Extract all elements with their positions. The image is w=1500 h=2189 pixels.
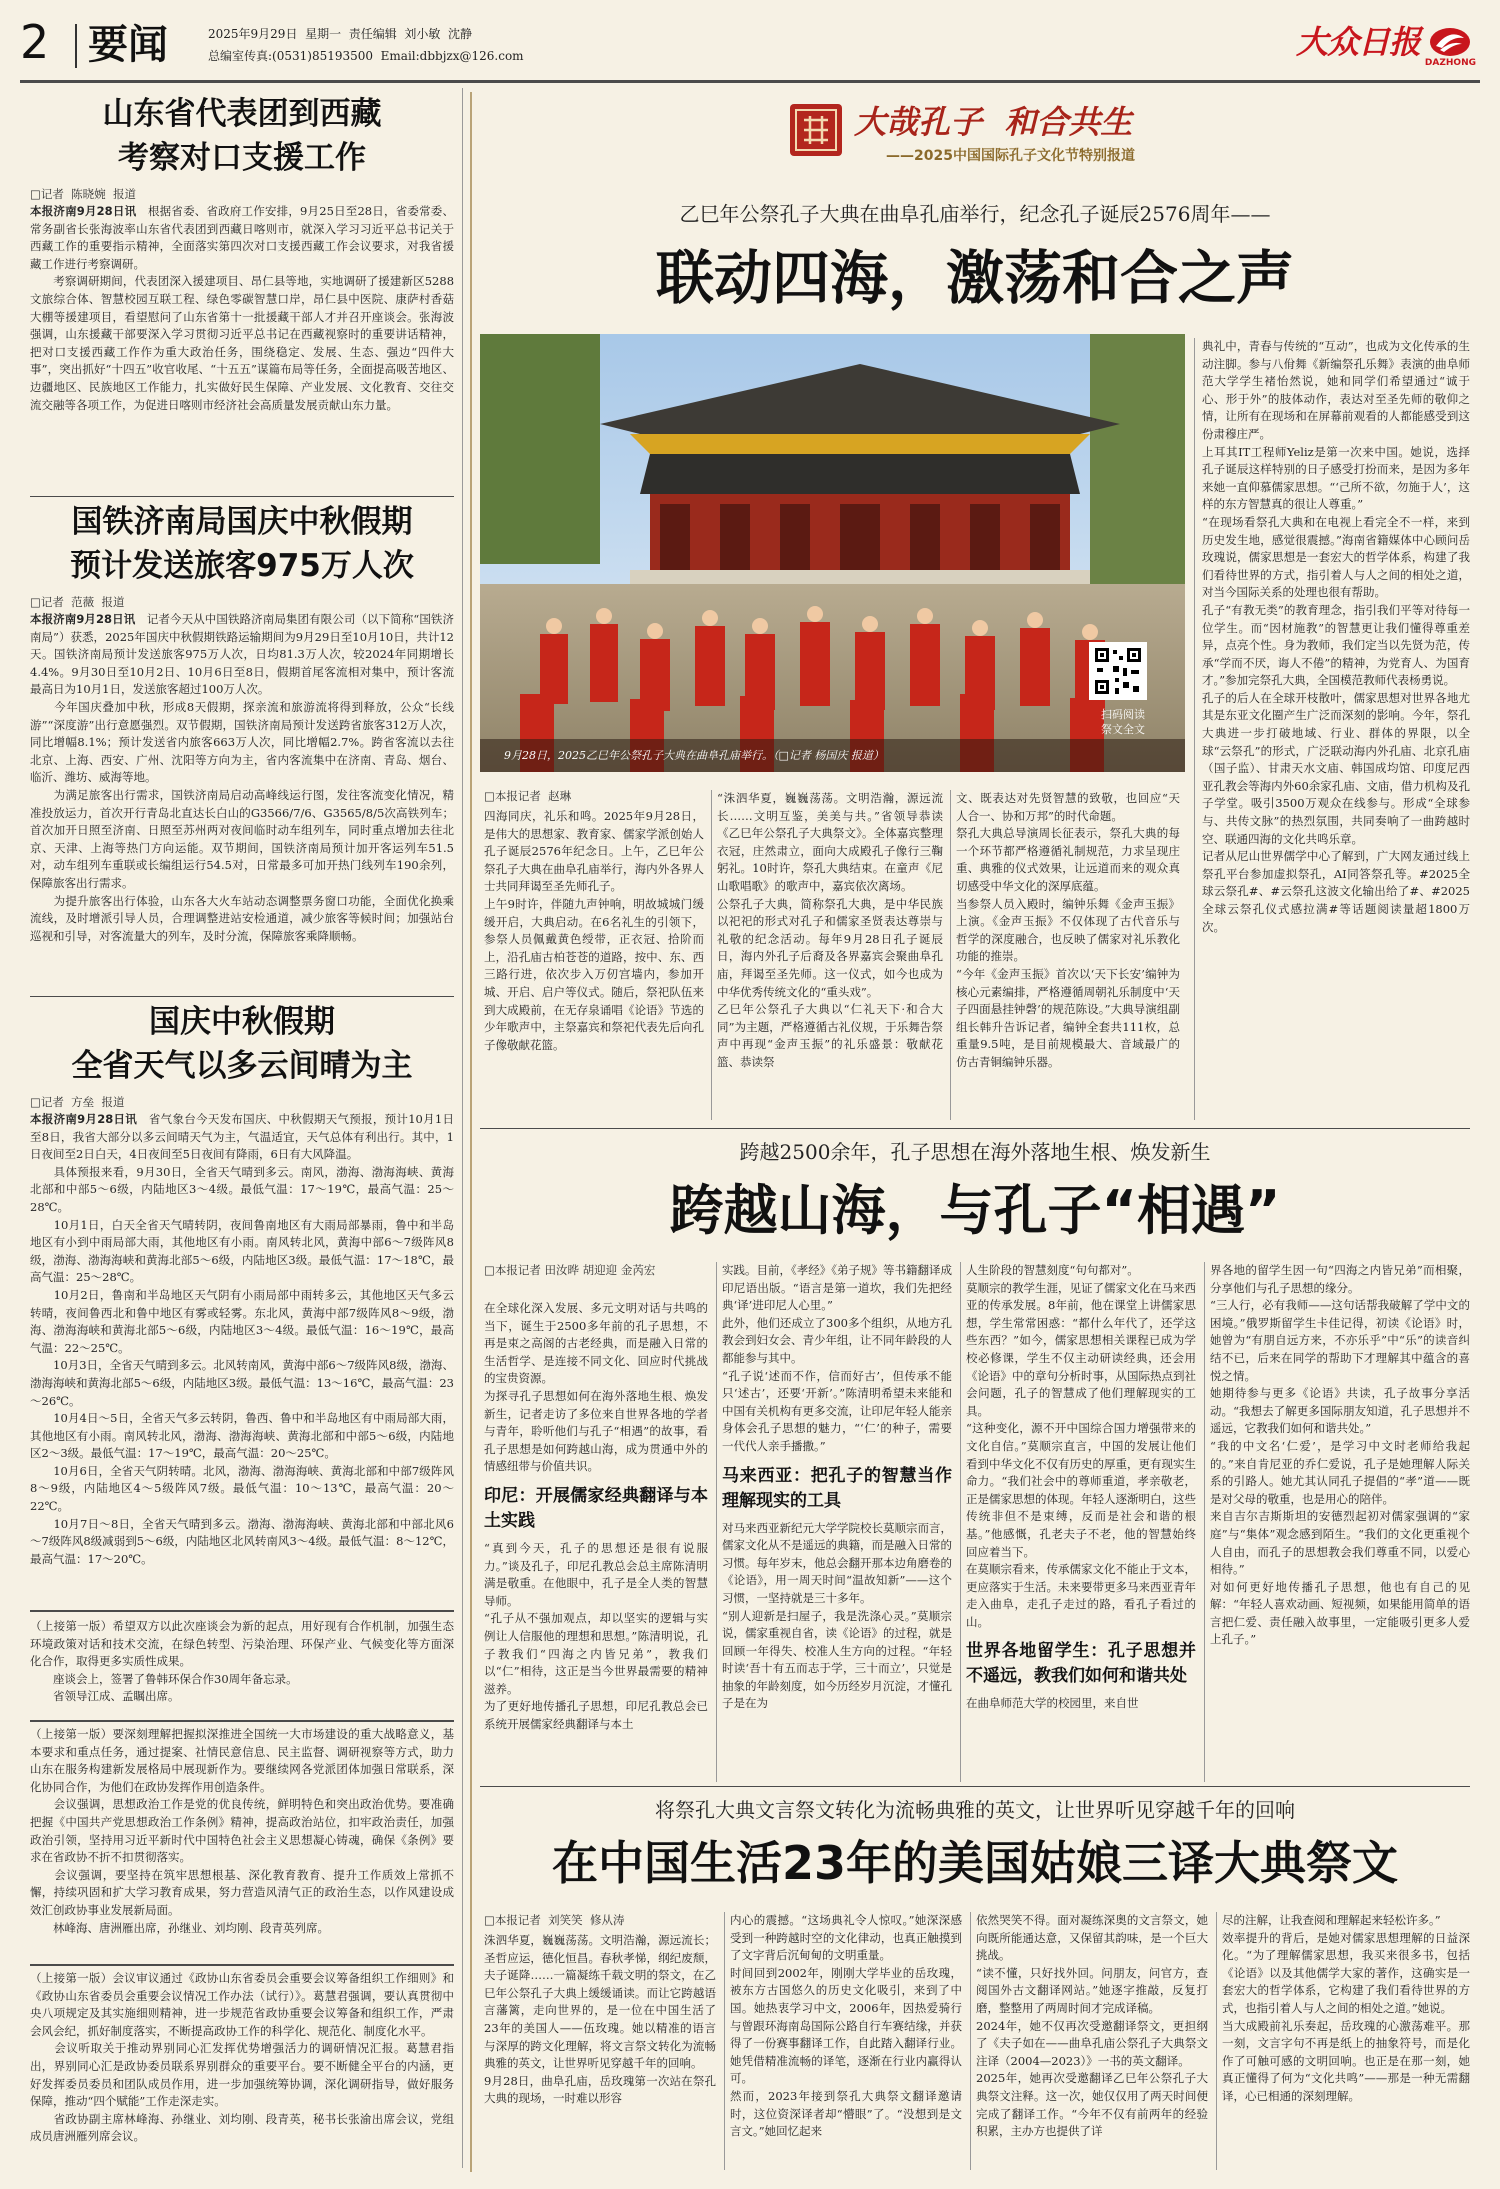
article-tibet [30,92,454,492]
header-rule [20,80,1480,83]
paragraph: 省领导江成、孟瞩出席。 [53,1689,180,1704]
story-column: 典礼中，青春与传统的“互动”，也成为文化传承的生动注脚。参与八佾舞《新编祭孔乐舞》表演的曲阜师范大学学生褚怡然说，她和同学们希望通过“诚于心、形于外”的肢体动作，表达对至圣先师的敬仰之情，让所有在现场和在屏幕前观看的人都能感受到这份肃穆庄严。 上耳其IT工程师Yeliz是第一次来中国。她说，选择孔子诞辰这样特别的日子感受打扮而来，是因为多年来她一直仰慕儒家思想。“‘己所不欲，勿施于人’，这样的东方智慧真的很让人尊重。” “在现场看祭孔大典和在电视上看完全不一样，来到历史发生地，感觉很震撼。”海南省籍媒体中心顾问岳玫瑰说，儒家思想是一套宏大的哲学体系，构建了我们看待世界的方式，指引着人与人之间的相处之道，对当今国际关系的处理也很有帮助。 孔子“有教无类”的教育理念，指引我们平等对待每一位学生。而“因材施教”的智慧更让我们懂得尊重差异，点亮个性。身为教师，我们定当以先贤为范，传承“学而不厌，诲人不倦”的精神，为党育人、为国育才。”参加完祭孔大典，全国模范教师代表杨勇说。 孔子的后人在全球开枝散叶，儒家思想对世界各地尤其是东亚文化圈产生广泛而深刻的影响。今年，祭孔大典进一步打破地域、行业、群体的界限，以全球“云祭孔”的形式，广泛联动海内外孔庙、北京孔庙（国子监）、甘肃天水文庙、韩国成均馆、印度尼西亚孔教会等海内外60余家孔庙、文庙，借力机构及孔子学堂。吸引3500万观众在线参与。形成“全球参与、共传文脉”的热烈氛围，共同奏响了一曲跨越时空、联通四海的文化共鸣乐章。 记者从尼山世界儒学中心了解到，广大网友通过线上祭孔平台参加虚拟祭孔，AI同答祭孔等。#2025全球云祭孔#、#云祭孔这波文化输出给了#、#2025全球云祭孔仪式感拉满#等话题阅读量超1800万次。 [1202,339,1470,934]
qr-code [1089,642,1147,700]
dateline: 本报济南9月28日讯 [30,612,136,626]
logo-text: 大众日报 [1295,23,1420,61]
story-column: 内心的震撼。“这场典礼令人惊叹。”她深深感受到一种跨越时空的文化律动，也真正触摸到了文字背后沉甸甸的文明重量。 时间回到2002年，刚刚大学毕业的岳玫瑰，被东方古国悠久的历史文化吸引，来到了中国。她热衷学习中文，2006年，因热爱骑行与曾跟环海南岛国际公路自行车赛结缘，并获得了一份赛事翻译工作，自此踏入翻译行业。她凭借精准流畅的译笔，逐渐在行业内赢得认可。 然而，2023年接到祭孔大典祭文翻译邀请时，这位资深译者却“懵眼”了。“没想到是文言文。”她回忆起来 [730,1913,962,2139]
story-kicker: 将祭孔大典文言祭文转化为流畅典雅的英文，让世界听见穿越千年的回响 [655,1798,1295,1822]
continuation-block-1 [30,1618,454,1714]
qr-label-1: 扫码阅读 [1101,708,1145,721]
paragraph: 会议听取关于推动界别同心汇发挥优势增强活力的调研情况汇报。葛慧君指出，界别同心汇是政协委员联系界别群众的重要平台。要不断健全平台的内涵，更好发挥委员委员和团队成员作用，进一步加强统筹协调，深化调研指导，做好服务保障，推动“四个赋能”工作走深走实。 [30,2041,454,2109]
column-divider [970,1912,971,2170]
continuation-block-3 [30,1970,454,2170]
article-weather [30,1000,454,1600]
paragraph: （上接第一版）会议审议通过《政协山东省委员会重要会议筹备组织工作细则》和《政协山东省委员会重要会议情况工作办法（试行）》。葛慧君强调，要认真贯彻中央八项规定及其实施细则精神，进一步规范省政协重要会议筹备和组织工作，严肃会风会纪，抓好制度落实，不断提高政协工作的科学化、规范化、制度化水平。 [30,1971,454,2038]
left-column-divider [462,88,463,2168]
paragraph: 实践。目前，《孝经》《弟子规》等书籍翻译成印尼语出版。“语言是第一道坎，我们先把经典‘译’进印尼人心里。” 此外，他们还成立了300多个组织，从地方孔教会到妇女会、青少年组，让不同年龄段的人都能参与其中。 “孔子说‘述而不作，信而好古’，但传承不能只‘述古’，还要‘开新’。”陈清明希望未来能和中国有关机构有更多交流，让印尼年轻人能亲身体会孔子思想的魅力，“‘仁’的种子，需要一代代人亲手播撒。” [722,1263,952,1453]
column-divider [724,1912,725,2170]
byline: □记者 方垒 报道 [30,1095,125,1109]
paragraph: 对马来西亚新纪元大学学院校长莫顺宗而言，儒家文化从不是遥远的典籍，而是融入日常的习惯。每年岁末，他总会翻开那本边角磨卷的《论语》，用一周天时间“温故知新”——这个习惯，一坚持就是三十多年。 “别人迎新是扫屋子，我是洗涤心灵。”莫顺宗说，儒家重视自省，读《论语》的过程，就是回顾一年得失、校准人生方向的过程。“年轻时读‘吾十有五而志于学，三十而立’，只觉是抽象的年龄刻度，如今历经岁月沉淀，才懂孔子是在为 [722,1520,952,1711]
article-railway [30,500,454,1030]
paragraph: 10月2日，鲁南和半岛地区天气阴有小雨局部中雨转多云，其他地区天气多云转晴，夜间鲁西北和鲁中地区有雾或轻雾。东北风，黄海中部7级阵风8～9级，渤海、渤海海峡和黄海北部5～6级，内陆地区3～4级。最低气温：16～19℃，最高气温：22～25℃。 [30,1287,454,1355]
byline: □记者 范薇 报道 [30,595,125,609]
paragraph: 在全球化深入发展、多元文明对话与共鸣的当下，诞生于2500多年前的孔子思想，不再是束之高阁的古老经典，而是融入日常的生活哲学、是连接不同文化、回应时代挑战的宝贵资源。 为探寻孔子思想如何在海外落地生根、焕发新生，记者走访了多位来自世界各地的学者与青年，聆听他们与孔子“相遇”的故事，看孔子思想是如何跨越山海，成为贯通中外的情感纽带与价值共识。 [484,1301,708,1474]
paragraph: （上接第一版）希望双方以此次座谈会为新的起点，用好现有合作机制，加强生态环境政策对话和技术交流，在绿色转型、污染治理、环保产业、气候变化等方面深化合作，取得更多实质性成果。 [30,1619,454,1669]
paragraph: 记者今天从中国铁路济南局集团有限公司（以下简称“国铁济南局”）获悉，2025年国庆中秋假期铁路运输期间为9月29日至10月10日，共计12天。国铁济南局预计发送旅客975万人次，日均81.3万人次，较2024年同期增长4.4%。9月30日至10月2日、10月6日至8日，假期首尾客流相对集中，预计客流最高日为10月1日，发送旅客超过100万人次。 [30,612,454,697]
story-column [484,1300,708,1776]
article-body [30,203,454,485]
story-rule [480,1786,1470,1787]
paragraph: （上接第一版）要深刻理解把握拟深推进全国统一大市场建设的重大战略意义，基本要求和重点任务，通过提案、社情民意信息、民主监督、调研视察等方式，助力山东在服务构建新发展格局中展现新作为。要继续网各党派团体加强日常联系，深化协同合作，为他们在政协发挥作用创造条件。 [30,1727,454,1794]
paragraph: 人生阶段的智慧刻度“句句都对”。 莫顺宗的教学生涯，见证了儒家文化在马来西亚的传承发展。8年前，他在课堂上讲儒家思想，学生常常困惑：“都什么年代了，还学这些东西？”如今，儒家思想相关课程已成为学校必修课，学生不仅主动研读经典，还会用《论语》中的章句分析时事，从国际热点到社会问题，孔子的智慧成了他们理解现实的工具。 “这种变化，源不开中国综合国力增强带来的文化自信。”莫顺宗直言，中国的发展让他们看到中华文化不仅有历史的厚重，更有现实生命力。“我们社会中的尊师重道，孝亲敬老，正是儒家思想的体现。年轻人逐渐明白，这些传统非但不是束缚，反而是社会和谐的根基。”他感慨，孔老夫子不老，他的智慧始终回应着当下。 在莫顺宗看来，传承儒家文化不能止于文本，更应落实于生活。未来要带更多马来西亚青年走入曲阜，走孔子走过的路，看孔子看过的山。 [966,1263,1196,1629]
column-divider [960,1262,961,1782]
paragraph: 省政协副主席林峰海、孙继业、刘均刚、段青英，秘书长张渝出席会议，党组成员唐洲雁列席会议。 [30,2111,454,2144]
headline-line-2: 预计发送旅客975万人次 [70,548,414,584]
story-column: 尽的注解，让我查阅和理解起来轻松许多。” 效率提升的背后，是她对儒家思想理解的日益深化。“为了理解儒家思想，我买来很多书，包括《论语》以及其他儒学大家的著作，这确实是一套宏大的哲学体系，它构建了我们看待世界的方式，也指引着人与人之间的相处之道。”她说。 当大成殿前礼乐奏起，岳玫瑰的心激荡难平。那一刻，文言字句不再是纸上的抽象符号，而是化作了可触可感的文明回响。也正是在那一刻，她真正懂得了何为“文化共鸣”——那是一种无需翻译，心已相通的深刻理解。 [1222,1913,1470,2103]
story-headline: 跨越山海，与孔子“相遇” [669,1179,1281,1242]
continuation-rule [30,1610,454,1612]
photo-caption: 9月28日，2025乙巳年公祭孔子大典在曲阜孔庙举行。（□记者 杨国庆 报道） [504,749,884,762]
header-divider [75,24,77,68]
banner-subtitle: ——2025中国国际孔子文化节特别报道 [886,148,1135,164]
headline-line-1: 山东省代表团到西藏 [102,96,382,132]
section-name: 要闻 [88,22,168,68]
contact-line: 总编室传真:(0531)85193500 Email:dbbjzx@126.com [208,49,524,63]
banner-title: 大哉孔子 和合共生 [854,103,1133,141]
paragraph: 具体预报来看，9月30日，全省天气晴到多云。南风，渤海、渤海海峡、黄海北部和中部5～6级，内陆地区3～4级。最低气温：17～19℃，最高气温：25～28℃。 [30,1164,454,1214]
subhead: 世界各地留学生：孔子思想并不遥远，教我们如何和谐共处 [966,1641,1196,1687]
section-rule [30,996,454,997]
continuation-block-2 [30,1726,454,1958]
story-column: 界各地的留学生因一句“四海之内皆兄弟”而相聚，分享他们与孔子思想的缘分。 “三人行，必有我师——这句话帮我破解了学中文的困境。”俄罗斯留学生卡佳记得，初读《论语》时，她曾为“有朋自远方来，不亦乐乎”中“乐”的读音纠结不已，后来在同学的帮助下才理解其中蕴含的喜悦之情。 她期待参与更多《论语》共读，孔子故事分享活动。“我想去了解更多国际朋友知道，孔子思想并不遥远，它教我们如何和谐共处。” “我的中文名‘仁爱’，是学习中文时老师给我起的。”来自肯尼亚的乔仁爱说，孔子是她理解人际关系的引路人。她尤其认同孔子提倡的“孝”道——既是对父母的敬重，也是用心的陪伴。 来自吉尔吉斯斯坦的安德烈起初对儒家强调的“家庭”与“集体”观念感到陌生。“我们的文化更重视个人自由，而孔子的思想教会我们尊重不同，以爱心相待。” 对如何更好地传播孔子思想，他也有自己的见解：“年轻人喜欢动画、短视频，如果能用简单的语言把仁爱、责任融入故事里，一定能吸引更多人爱上孔子。” [1210,1263,1470,1647]
byline: □本报记者 赵琳 [484,789,572,803]
story-column: 四海同庆，礼乐和鸣。2025年9月28日，是伟大的思想家、教育家、儒家学派创始人孔子诞辰2576年纪念日。上午，乙巳年公祭孔子大典在曲阜孔庙举行，海内外各界人士共同拜谒至圣先师孔子。 上午9时许，伴随九声钟响，明故城城门缓缓开启，大典启动。在6名礼生的引领下，参祭人员佩戴黄色绶带，正衣冠、拾阶而上，沿孔庙古柏苍苍的道路，按中、东、西三路行进，依次步入万仞宫墙内，参加开城、开启、启户等仪式。随后，祭祀队伍来到大成殿前，在无存泉诵唱《论语》节选的少年歌声中，主祭嘉宾和祭祀代表先后向孔子像敬献花篮。 [484,809,704,1052]
story-column [722,1262,952,1776]
column-divider [1194,338,1195,1120]
column-divider [1204,1262,1205,1782]
story-headline: 在中国生活23年的美国姑娘三译大典祭文 [551,1836,1398,1890]
headline-line-2: 全省天气以多云间晴为主 [71,1048,413,1084]
paragraph: 在曲阜师范大学的校园里，来自世 [966,1696,1139,1711]
continuation-rule [30,1964,454,1966]
page-number: 2 [20,15,50,69]
column-divider [716,1262,717,1782]
dateline: 本报济南9月28日讯 [30,1112,138,1126]
byline: □记者 陈晓婉 报道 [30,187,136,201]
subhead: 印尼：开展儒家经典翻译与本土实践 [484,1485,708,1531]
story-kicker: 乙巳年公祭孔子大典在曲阜孔庙举行，纪念孔子诞辰2576周年—— [679,202,1271,226]
section-rule [30,496,454,497]
story-column: 洙泗华夏，巍巍荡荡。文明浩瀚，源远流长；圣哲应运，德化恒昌。春秋孝悌，纲纪废颓，夫子诞降……一篇凝练千载文明的祭文，在乙巳年公祭孔子大典上缓缓诵读。而让它跨越语言藩篱，走向世界的，是一位在中国生活了23年的美国人——伍玫瑰。她以精准的语言与深厚的跨文化理解，将文言祭文转化为流畅典雅的英文，让世界听见穿越千年的回响。 9月28日，曲阜孔庙，岳玫瑰第一次站在祭孔大典的现场，一时难以形容 [484,1933,716,2106]
story-headline: 联动四海，激荡和合之声 [655,244,1294,312]
ceremony-photo [480,334,1185,772]
paragraph: 根据省委、省政府工作安排，9月25日至28日，省委常委、常务副省长张海波率山东省代表团到西藏日喀则市，就深入学习习近平总书记关于西藏工作的重要指示精神，全面落实第四次对口支援西藏工作会议要求，对我省援藏工作进行考察调研。 [30,204,454,271]
article-body [30,1111,454,1591]
column-divider [950,790,951,1120]
story-column [966,1262,1196,1776]
date-line: 2025年9月29日 星期一 责任编辑 刘小敏 沈静 [208,27,472,41]
paragraph: 座谈会上，签署了鲁韩环保合作30周年备忘录。 [53,1671,298,1686]
story-column: “洙泗华夏，巍巍荡荡。文明浩瀚，源远流长……文明互鉴，美美与共。”省领导恭读《乙巳年公祭孔子大典祭文》。全体嘉宾整理衣冠，庄然肃立，面向大成殿孔子像行三鞠躬礼。10时许，祭孔大典结束。在童声《尼山歌唱歌》的歌声中，嘉宾依次离场。 公祭孔子大典，简称祭孔大典，是中华民族以祀祀的形式对孔子和儒家圣贤表达尊崇与礼敬的纪念活动。每年9月28日孔子诞辰日，海内外孔子后裔及各界嘉宾会聚曲阜孔庙，拜谒至圣先师。这一仪式，如今也成为中华优秀传统文化的“重头戏”。 乙巳年公祭孔子大典以“仁礼天下·和合大同”为主题，严格遵循古礼仪规，于乐舞告祭声中再现“金声玉振”的礼乐盛景：敬献花篮、恭读祭 [717,791,943,1069]
qr-label-2: 祭文全文 [1101,723,1145,736]
paragraph: 会议强调，思想政治工作是党的优良传统，鲜明特色和突出政治优势。要准确把握《中国共产党思想政治工作条例》精神，提高政治站位，扣牢政治责任，加强政治引领，坚持用习近平新时代中国特色社会主义思想凝心铸魂，确保《条例》要求在省政协不折不扣贯彻落实。 [30,1797,454,1865]
paragraph: 10月3日，全省天气晴到多云。北风转南风，黄海中部6～7级阵风8级，渤海、渤海海峡和黄海北部5～6级，内陆地区3级。最低气温：13～16℃，最高气温：23～26℃。 [30,1358,454,1408]
headline-line-2: 考察对口支援工作 [118,140,366,176]
headline-line-1: 国铁济南局国庆中秋假期 [71,504,413,540]
byline: □本报记者 田汝晔 胡迎迎 金芮宏 [484,1263,656,1277]
paragraph: 10月6日，全省天气阴转晴。北风，渤海、渤海海峡、黄海北部和中部7级阵风8～9级，内陆地区4～5级阵风7级。最低气温：10～13℃，最高气温：20～22℃。 [30,1463,454,1514]
paragraph: 会议强调，要坚持在筑牢思想根基、深化教育教育、提升工作质效上常抓不懈，持续巩固和扩大学习教育成果，努力营造风清气正的政治生态，以作风建设成效汇创政协事业发展新局面。 [30,1867,454,1917]
masthead [20,15,1480,78]
paragraph: 林峰海、唐洲雁出席，孙继业、刘均刚、段青英列席。 [53,1920,329,1935]
story-column: 文、既表达对先贤智慧的致敬，也回应“天人合一、协和万邦”的时代命题。 祭孔大典总导演周长征表示，祭孔大典的每一个环节都严格遵循礼制规范，力求呈现庄重、典雅的仪式效果，让远道而来的观众真切感受中华文化的深厚底蕴。 当参祭人员入殿时，编钟乐舞《金声玉振》上演。《金声玉振》不仅体现了古代音乐与哲学的深度融合，也反映了儒家对礼乐教化功能的推崇。 “今年《金声玉振》首次以‘天下长安’编钟为核心元素编排，严格遵循周朝礼乐制度中‘天子四面悬挂钟磬’的规范陈设。”大典导演组副组长韩升告诉记者，编钟全套共111枚，总重量9.5吨，是目前规模最大、音域最广的仿古青铜编钟乐器。 [956,791,1180,1069]
paragraph: 10月1日，白天全省天气晴转阴，夜间鲁南地区有大雨局部暴雨，鲁中和半岛地区有小到中雨局部大雨，其他地区有小雨。南风转北风，黄海中部6～7级阵风8级，渤海、渤海海峡和黄海北部5～6级，内陆地区3级。最低气温：17～18℃，最高气温：25～28℃。 [30,1217,454,1285]
continuation-rule [30,1720,454,1722]
story-kicker: 跨越2500余年，孔子思想在海外落地生根、焕发新生 [739,1140,1211,1164]
byline: □本报记者 刘笑笑 修从涛 [484,1913,625,1927]
paragraph: 省气象台今天发布国庆、中秋假期天气预报，预计10月1日至8日，我省大部分以多云间晴天气为主，气温适宜，天气总体有利出行。其中，1日夜间至2日白天，4日夜间至5日夜间有降雨，6日有大风降温。 [30,1112,454,1162]
paragraph: “真到今天，孔子的思想还是很有说服力。”谈及孔子，印尼孔教总会总主席陈清明满是敬重。在他眼中，孔子是全人类的智慧导师。 “孔子从不强加观点，却以坚实的逻辑与实例让人信服他的理想和思想。”陈清明说，孔子教我们“四海之内皆兄弟”，教我们以“仁”相待，这正是当今世界最需要的精神滋养。 为了更好地传播孔子思想，印尼孔教总会已系统开展儒家经典翻译与本土 [484,1540,708,1731]
paragraph: 10月4日～5日，全省天气多云转阴，鲁西、鲁中和半岛地区有中雨局部大雨，其他地区有小雨。南风转北风，渤海、渤海海峡、黄海北部和中部5～6级，内陆地区2～3级。最低气温：17～19℃，最高气温：20～25℃。 [30,1411,454,1461]
seal-icon [790,104,842,156]
paragraph: 为满足旅客出行需求，国铁济南局启动高峰线运行图，发往客流变化情况，精准投放运力，首次开行青岛北直达长白山的G3566/7/6、G3565/8/5次高铁列车；首次加开日照至济南、日照至苏州两对夜间临时动车组列车，同时重点增加去往北京、天津、上海等热门方向运能。双节期间，国铁济南局预计加开客运列车51.5对，动车组列车重联或长编组运行54.5对，日常最多可加开热门线列车190余列，保障旅客出行需求。 [30,787,454,890]
special-banner [790,100,1230,180]
paragraph: 10月7日～8日，全省天气晴到多云。渤海、渤海海峡、黄海北部和中部北风6～7级阵风8级减弱到5～6级，内陆地区北风转南风3～4级。最低气温：8～12℃，最高气温：17～20℃。 [30,1516,454,1566]
dateline: 本报济南9月28日讯 [30,204,137,218]
headline-line-1: 国庆中秋假期 [149,1004,335,1040]
newspaper-logo [1280,20,1480,72]
logo-emblem-icon [1428,26,1472,58]
logo-subtext: DAZHONG [1424,58,1476,68]
article-body [30,611,454,1015]
paragraph: 考察调研期间，代表团深入援建项目、昂仁县等地，实地调研了援建新区5288文旅综合体、智慧校园互联工程、绿色零碳智慧口岸，昂仁县中医院、康萨村香菇大棚等援建项目，看望慰问了山东省第十一批援藏干部人才并召开座谈会。张海波强调，山东援藏干部要深入学习贯彻习近平总书记在西藏视察时的重要讲话精神，把对口支援西藏工作作为重大政治任务，围绕稳定、发展、生态、强边“四件大事”，突出抓好“十四五”收官收尾、“十五五”谋篇布局等任务，全面提高吸苦地区、边疆地区、民族地区工作能力，扎实做好民生保障、产业发展、文化教育、交往交流交融等各项工作，为促进日喀则市经济社会高质量发展贡献山东力量。 [30,274,454,412]
story-rule [480,1128,1470,1129]
paragraph: 今年国庆叠加中秋，形成8天假期，探亲流和旅游流将得到释放，公众“长线游”“深度游”出行意愿强烈。双节假期，国铁济南局预计发送跨省旅客312万人次，同比增幅8.1%；预计发送省内旅客663万人次，同比增幅2.7%。跨省客流以去往北京、上海、西安、广州、沈阳等方向为主，省内客流集中在济南、青岛、烟台、临沂、潍坊、威海等地。 [30,699,454,785]
paragraph: 为提升旅客出行体验，山东各大火车站动态调整票务窗口功能，全面优化换乘流线，及时增派引导人员，合理调整进站安检通道，减少旅客等候时间；加强站台巡视和引导，对客流量大的列车，及时分流，保障旅客乘降顺畅。 [30,893,454,943]
subhead: 马来西亚：把孔子的智慧当作理解现实的工具 [722,1465,952,1511]
column-divider [1216,1912,1217,2170]
column-divider [711,790,712,1120]
story-column: 依然哭笑不得。面对凝练深奥的文言祭文，她向既所能通达意，又保留其韵味，是一个巨大挑战。 “读不懂，只好找外回。问朋友，问官方，查阅国外古文翻译网站。”她逐字推敲，反复打磨，整整用了两周时间才完成译稿。 2024年，她不仅再次受邀翻译祭文，更担纲了《夫子如在——曲阜孔庙公祭孔子大典祭文注译（2004—2023）》一书的英文翻译。 2025年，她再次受邀翻译乙巳年公祭孔子大典祭文注释。这一次，她仅仅用了两天时间便完成了翻译工作。“今年不仅有前两年的经验积累，主办方也提供了详 [976,1913,1208,2139]
